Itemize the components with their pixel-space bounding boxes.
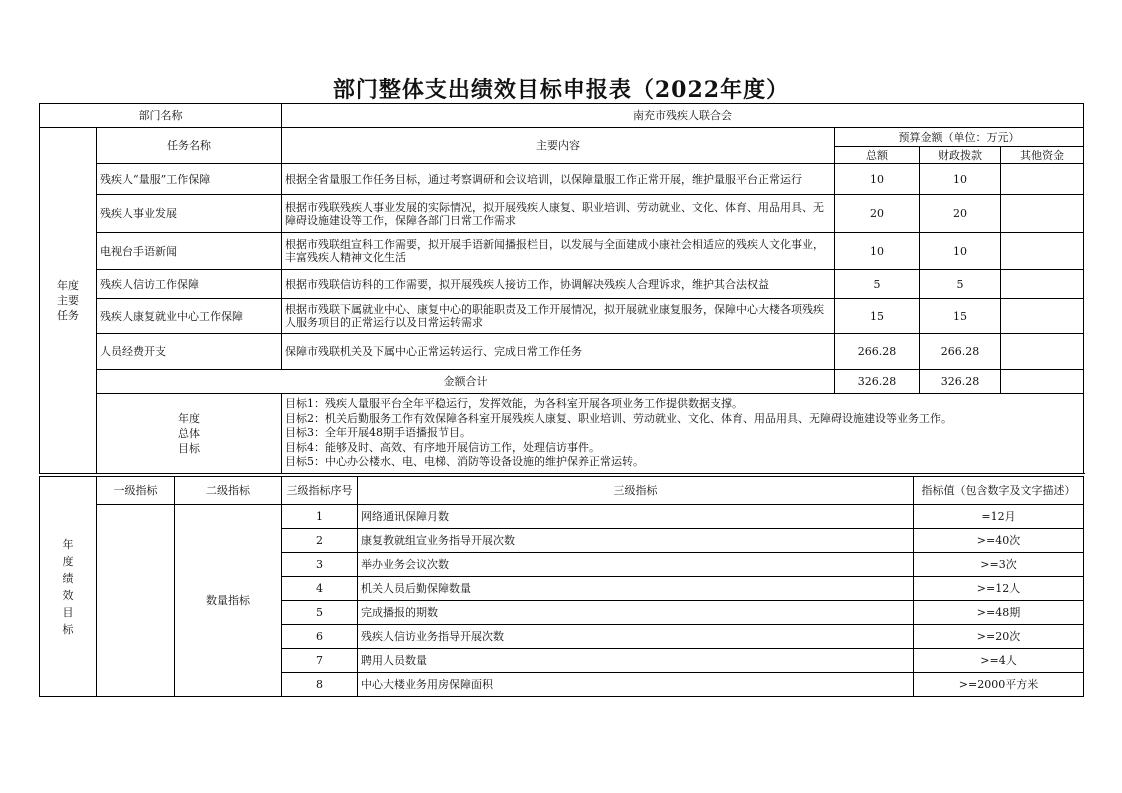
indicator-name: 机关人员后勤保障数量	[358, 577, 914, 601]
task-fiscal: 10	[920, 233, 1001, 270]
task-row	[40, 299, 1084, 334]
task-row	[40, 195, 1084, 233]
performance-table	[39, 476, 1084, 697]
task-content: 保障市残联机关及下属中心正常运转运行、完成日常工作任务	[282, 334, 835, 370]
indicator-name: 中心大楼业务用房保障面积	[358, 673, 914, 697]
indicator-value: >=2000平方米	[914, 673, 1084, 697]
indicator-value: >=48期	[914, 601, 1084, 625]
dept-name-label: 部门名称	[40, 104, 282, 128]
task-name: 残疾人“量服”工作保障	[97, 164, 282, 195]
task-row	[40, 233, 1084, 270]
goal-item: 目标1：残疾人量服平台全年平稳运行，发挥效能，为各科室开展各项业务工作提供数据支撑。	[285, 397, 743, 411]
task-total: 10	[835, 164, 920, 195]
header-task-name: 任务名称	[97, 128, 282, 164]
header-level1: 一级指标	[97, 477, 175, 505]
goal-item: 目标5：中心办公楼水、电、电梯、消防等设备设施的维护保养正常运转。	[285, 455, 644, 469]
task-content: 根据市残联下属就业中心、康复中心的职能职责及工作开展情况，拟开展就业康复服务，保障中心大楼各项残疾人服务项目的正常运行以及日常运转需求	[282, 299, 835, 334]
header-level3-no: 三级指标序号	[282, 477, 358, 505]
task-total: 10	[835, 233, 920, 270]
indicator-no: 2	[282, 529, 358, 553]
indicator-name: 残疾人信访业务指导开展次数	[358, 625, 914, 649]
header-total: 总额	[835, 147, 920, 164]
task-fiscal: 20	[920, 195, 1001, 233]
task-content: 根据市残联组宣科工作需要，拟开展手语新闻播报栏目，以发展与全面建成小康社会相适应的残疾人文化事业，丰富残疾人精神文化生活	[282, 233, 835, 270]
task-content: 根据全省量服工作任务目标，通过考察调研和会议培训，以保障量服工作正常开展，维护量服平台正常运行	[282, 164, 835, 195]
task-total: 15	[835, 299, 920, 334]
task-name: 人员经费开支	[97, 334, 282, 370]
header-budget: 预算金额（单位：万元）	[835, 128, 1084, 147]
header-other-funds: 其他资金	[1001, 147, 1084, 164]
sum-label: 金额合计	[97, 370, 835, 394]
task-name: 残疾人信访工作保障	[97, 270, 282, 299]
task-row	[40, 334, 1084, 370]
page-title: 部门整体支出绩效目标申报表（2022年度）	[332, 77, 790, 103]
header-fiscal: 财政拨款	[920, 147, 1001, 164]
task-row	[40, 270, 1084, 299]
indicator-no: 1	[282, 505, 358, 529]
task-name: 残疾人事业发展	[97, 195, 282, 233]
indicator-name: 康复教就组宣业务指导开展次数	[358, 529, 914, 553]
indicator-value: >=12人	[914, 577, 1084, 601]
level1-cell	[97, 505, 175, 697]
task-total: 5	[835, 270, 920, 299]
indicator-value: >=20次	[914, 625, 1084, 649]
indicator-value: >=4人	[914, 649, 1084, 673]
indicator-row	[40, 505, 1084, 529]
budget-table	[39, 103, 1084, 474]
sum-total: 326.28	[835, 370, 920, 394]
task-row	[40, 164, 1084, 195]
task-fiscal: 5	[920, 270, 1001, 299]
task-other	[1001, 299, 1084, 334]
goal-item: 目标4：能够及时、高效、有序地开展信访工作，处理信访事件。	[285, 440, 600, 454]
indicator-value: >=40次	[914, 529, 1084, 553]
indicator-no: 7	[282, 649, 358, 673]
task-content: 根据市残联信访科的工作需要，拟开展残疾人接访工作，协调解决残疾人合理诉求，维护其合法权益	[282, 270, 835, 299]
indicator-name: 聘用人员数量	[358, 649, 914, 673]
indicator-no: 4	[282, 577, 358, 601]
header-level3: 三级指标	[358, 477, 914, 505]
section-annual-tasks: 年度主要任务	[40, 128, 97, 474]
sum-other	[1001, 370, 1084, 394]
indicator-no: 5	[282, 601, 358, 625]
header-main-content: 主要内容	[282, 128, 835, 164]
task-fiscal: 10	[920, 164, 1001, 195]
task-name: 残疾人康复就业中心工作保障	[97, 299, 282, 334]
header-indicator-value: 指标值（包含数字及文字描述）	[914, 477, 1084, 505]
task-content: 根据市残联残疾人事业发展的实际情况，拟开展残疾人康复、职业培训、劳动就业、文化、体育、用品用具、无障碍设施建设等工作，保障各部门日常工作需求	[282, 195, 835, 233]
overall-goals	[282, 394, 1084, 474]
sum-row	[40, 370, 1084, 394]
section-performance-goals: 年度绩效目标	[40, 477, 97, 697]
indicator-no: 6	[282, 625, 358, 649]
indicator-name: 完成播报的期数	[358, 601, 914, 625]
indicator-name: 网络通讯保障月数	[358, 505, 914, 529]
task-fiscal: 15	[920, 299, 1001, 334]
indicator-value: =12月	[914, 505, 1084, 529]
indicator-value: >=3次	[914, 553, 1084, 577]
level2-quantity: 数量指标	[175, 505, 282, 697]
task-other	[1001, 164, 1084, 195]
task-total: 20	[835, 195, 920, 233]
goal-item: 目标3：全年开展48期手语播报节目。	[285, 426, 471, 440]
task-other	[1001, 334, 1084, 370]
indicator-no: 8	[282, 673, 358, 697]
header-level2: 二级指标	[175, 477, 282, 505]
indicator-no: 3	[282, 553, 358, 577]
task-fiscal: 266.28	[920, 334, 1001, 370]
indicator-name: 举办业务会议次数	[358, 553, 914, 577]
sum-fiscal: 326.28	[920, 370, 1001, 394]
task-total: 266.28	[835, 334, 920, 370]
dept-name-value: 南充市残疾人联合会	[282, 104, 1084, 128]
goal-item: 目标2：机关后勤服务工作有效保障各科室开展残疾人康复、职业培训、劳动就业、文化、体育、用品用具、无障碍设施建设等业务工作。	[285, 411, 952, 425]
task-name: 电视台手语新闻	[97, 233, 282, 270]
task-other	[1001, 195, 1084, 233]
section-overall-goals: 年度总体目标	[97, 394, 282, 474]
task-other	[1001, 233, 1084, 270]
task-other	[1001, 270, 1084, 299]
